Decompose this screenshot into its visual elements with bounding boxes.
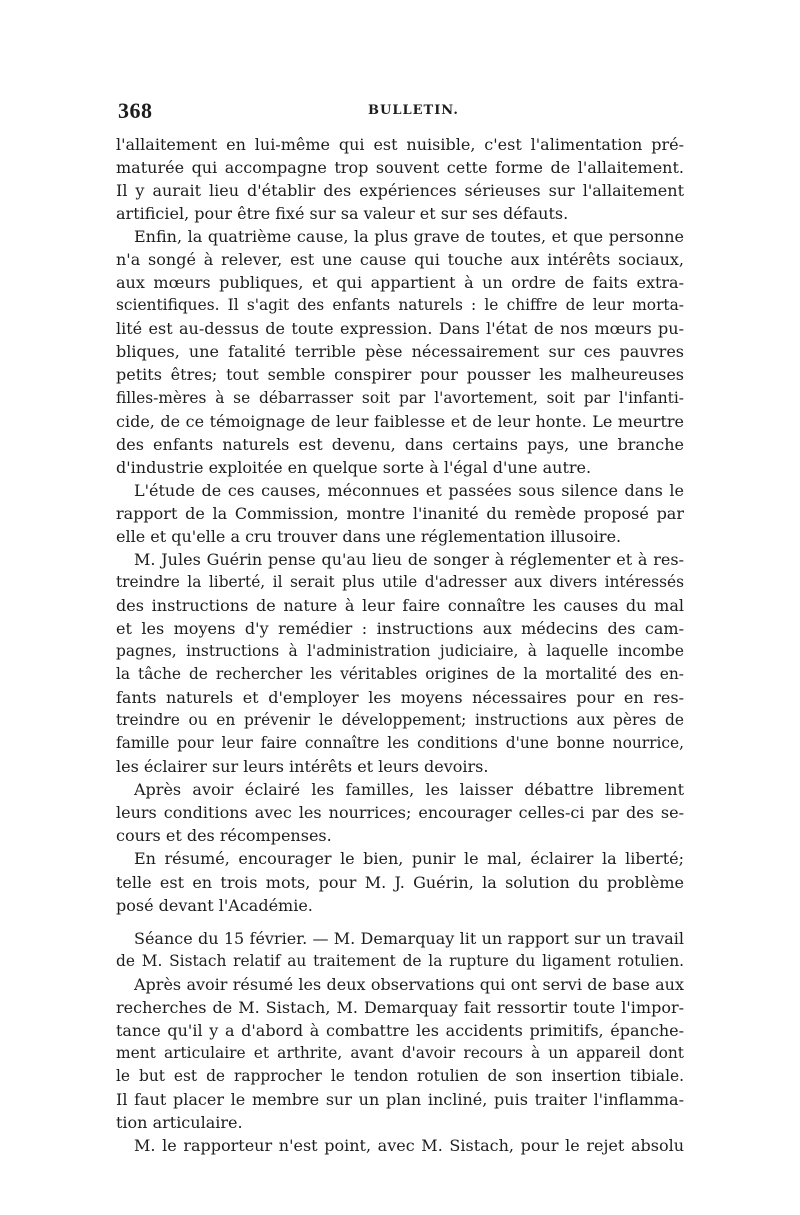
text-line: la tâche de rechercher les véritables origines de la mortalité des en- [116,665,684,684]
text-line: pagnes, instructions à l'administration judiciaire, à laquelle incombe [116,642,684,661]
text-line: les éclairer sur leurs intérêts et leurs devoirs. [116,757,489,777]
text-line: treindre ou en prévenir le développement; instructions aux pères de [116,711,684,730]
text-line: aux mœurs publiques, et qui appartient à un ordre de faits extra- [116,273,684,293]
text-line: telle est en trois mots, pour M. J. Guérin, la solution du problème [116,872,684,892]
text-line: Enfin, la quatrième cause, la plus grave de toutes, et que personne [134,227,684,247]
text-line: scientifiques. Il s'agit des enfants naturels : le chiffre de leur morta- [116,296,684,315]
text-line: Il y aurait lieu d'établir des expériences sérieuses sur l'allaitement [116,181,684,201]
text-line: Après avoir résumé les deux observations qui ont servi de base aux [134,974,684,994]
text-line: petits êtres; tout semble conspirer pour pousser les malheureuses [116,365,684,385]
running-head: BULLETIN. [368,103,459,118]
text-line: famille pour leur faire connaître les conditions d'une bonne nourrice, [116,734,684,753]
text-line: d'industrie exploitée en quelque sorte à l'égal d'une autre. [116,457,592,477]
text-line: rapport de la Commission, montre l'inanité du remède proposé par [116,503,684,523]
text-line: posé devant l'Académie. [116,895,313,915]
text-line: Il faut placer le membre sur un plan incliné, puis traiter l'inflamma- [116,1089,684,1109]
text-line: recherches de M. Sistach, M. Demarquay fait ressortir toute l'impor- [116,997,684,1017]
text-line: tion articulaire. [116,1112,243,1132]
text-line: tance qu'il y a d'abord à combattre les accidents primitifs, épanche- [116,1020,684,1040]
text-line: bliques, une fatalité terrible pèse nécessairement sur ces pauvres [116,342,684,362]
text-line: treindre la liberté, il serait plus utile d'adresser aux divers intéressés [116,572,684,591]
text-line: lité est au-dessus de toute expression. Dans l'état de nos mœurs pu- [116,319,684,339]
text-line: fants naturels et d'employer les moyens nécessaires pour en res- [116,688,684,708]
page-header [118,98,684,126]
text-line: des instructions de nature à leur faire connaître les causes du mal [116,595,684,615]
text-line: M. Jules Guérin pense qu'au lieu de songer à réglementer et à res- [134,549,684,569]
text-line: L'étude de ces causes, méconnues et passées sous silence dans le [134,480,684,500]
body-text [116,133,684,1157]
text-line: Après avoir éclairé les familles, les laisser débattre librement [134,780,684,800]
text-line: maturée qui accompagne trop souvent cette forme de l'allaitement. [116,158,684,178]
text-line: Séance du 15 février. — M. Demarquay lit un rapport sur un travail [134,928,684,948]
page-number: 368 [118,98,153,123]
text-line: elle et qu'elle a cru trouver dans une réglementation illusoire. [116,526,622,546]
text-line: M. le rapporteur n'est point, avec M. Sistach, pour le rejet absolu [134,1136,684,1156]
text-line: cours et des récompenses. [116,826,332,846]
text-line: ment articulaire et arthrite, avant d'avoir recours à un appareil dont [116,1043,684,1062]
text-line: n'a songé à relever, est une cause qui touche aux intérêts sociaux, [116,250,684,270]
text-line: l'allaitement en lui-même qui est nuisible, c'est l'alimentation pré- [116,135,684,154]
text-line: et les moyens d'y remédier : instructions aux médecins des cam- [116,618,684,638]
text-line: de M. Sistach relatif au traitement de la rupture du ligament rotulien. [116,951,684,970]
text-line: leurs conditions avec les nourrices; encourager celles-ci par des se- [116,803,684,823]
text-line: En résumé, encourager le bien, punir le mal, éclairer la liberté; [134,849,684,869]
text-line: artificiel, pour être fixé sur sa valeur et sur ses défauts. [116,204,569,224]
section-gap [116,917,684,927]
text-line: filles-mères à se débarrasser soit par l'avortement, soit par l'infanti- [116,388,684,407]
text-line: cide, de ce témoignage de leur faiblesse et de leur honte. Le meurtre [116,411,684,431]
text-line: le but est de rapprocher le tendon rotulien de son insertion tibiale. [116,1066,684,1085]
text-line: des enfants naturels est devenu, dans certains pays, une branche [116,434,684,454]
